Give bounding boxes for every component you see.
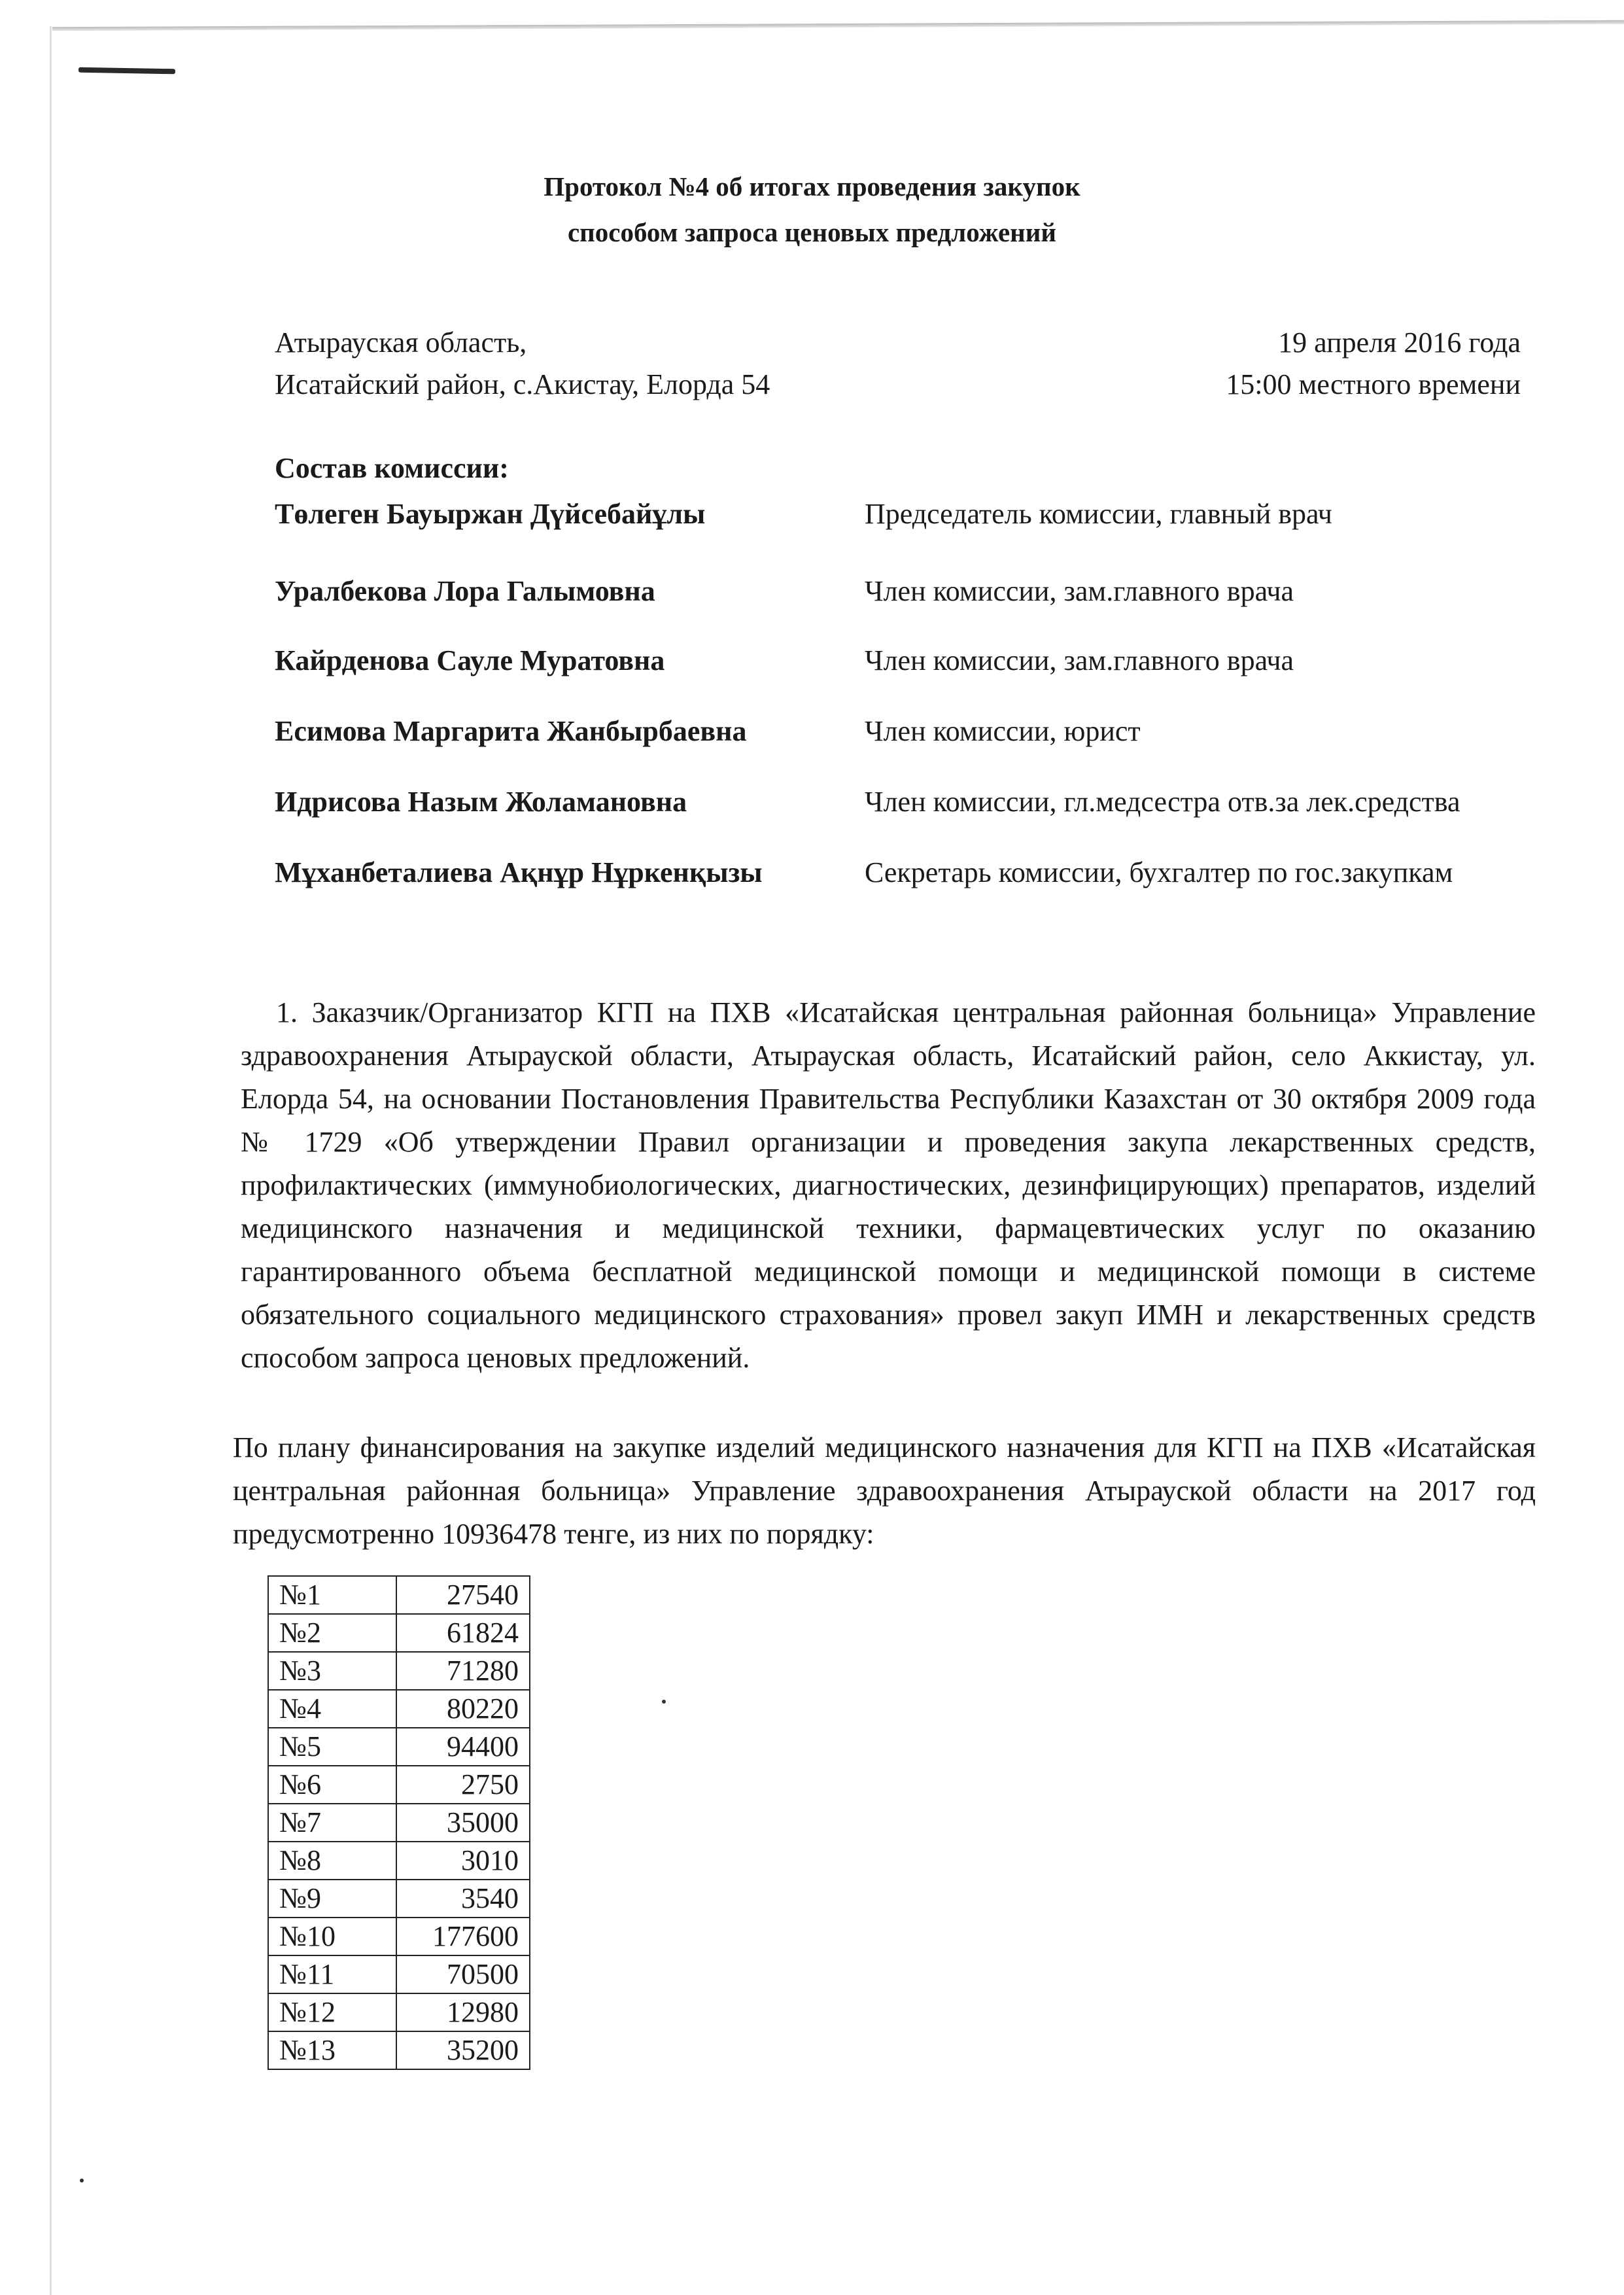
paragraph-2-text: По плану финансирования на закупке изделий медицинского назначения для КГП на ПХВ «Исатайская центральная районная больница» Управление здравоохранения Атырауской области на 2017 год предусмотренно 10936478 тенге, из них по порядку: <box>233 1431 1536 1550</box>
table-row <box>268 1728 530 1766</box>
table-row <box>268 2031 530 2069</box>
member-name: Идрисова Назым Жоламановна <box>275 786 687 818</box>
lot-number: №5 <box>268 1728 396 1766</box>
lot-number: №9 <box>268 1880 396 1918</box>
lot-amount: 2750 <box>396 1766 530 1804</box>
location-line2: Исатайский район, с.Акистау, Елорда 54 <box>275 368 770 400</box>
scan-edge-top <box>52 20 1624 31</box>
lot-amount: 71280 <box>396 1652 530 1690</box>
lot-number: №8 <box>268 1842 396 1880</box>
table-row <box>268 1918 530 1955</box>
member-name: Есимова Маргарита Жанбырбаевна <box>275 715 747 747</box>
lot-amount: 27540 <box>396 1576 530 1614</box>
lot-number: №4 <box>268 1690 396 1728</box>
paragraph-1-text: 1. Заказчик/Организатор КГП на ПХВ «Исатайская центральная районная больница» Управление здравоохранения Атырауской области, Атырауская область, Исатайский район, село Аккистау, ул. Елорда 54, на основании Постановления Правительства Республики Казахстан от 30 октября 2009 года № 1729 «Об утверждении Правил организации и проведения закупа лекарственных средств, профилактических (иммунобиологических, диагностических, дезинфицирующих) препаратов, изделий медицинского назначения и медицинской техники, фармацевтических услуг по оказанию гарантированного объема бесплатной медицинской помощи и медицинской помощи в системе обязательного социального медицинского страхования» провел закуп ИМН и лекарственных средств способом запроса ценовых предложений. <box>241 996 1536 1374</box>
lot-number: №12 <box>268 1993 396 2031</box>
lot-number: №7 <box>268 1804 396 1842</box>
lot-amount: 3010 <box>396 1842 530 1880</box>
scan-edge-left <box>50 26 52 2295</box>
table-row <box>268 1804 530 1842</box>
document-title-line2: способом запроса ценовых предложений <box>567 217 1057 247</box>
member-role: Член комиссии, зам.главного врача <box>865 644 1294 676</box>
table-row <box>268 1842 530 1880</box>
lot-number: №13 <box>268 2031 396 2069</box>
lot-amount: 80220 <box>396 1690 530 1728</box>
lot-number: №6 <box>268 1766 396 1804</box>
lot-amount: 35200 <box>396 2031 530 2069</box>
paragraph-1 <box>241 991 1536 1380</box>
member-name: Уралбекова Лора Галымовна <box>275 575 655 607</box>
lot-number: №10 <box>268 1918 396 1955</box>
protocol-time: 15:00 местного времени <box>1226 368 1521 400</box>
lot-amount: 61824 <box>396 1614 530 1652</box>
member-role: Член комиссии, гл.медсестра отв.за лек.средства <box>865 786 1460 818</box>
member-role: Член комиссии, зам.главного врача <box>865 575 1294 607</box>
table-row <box>268 1955 530 1993</box>
member-role: Секретарь комиссии, бухгалтер по гос.закупкам <box>865 856 1453 888</box>
lot-amount: 177600 <box>396 1918 530 1955</box>
document-title-line1: Протокол №4 об итогах проведения закупок <box>544 171 1080 201</box>
lot-number: №2 <box>268 1614 396 1652</box>
lot-number: №11 <box>268 1955 396 1993</box>
lots-table <box>268 1575 530 2070</box>
table-row <box>268 1993 530 2031</box>
table-row <box>268 1614 530 1652</box>
lot-amount: 94400 <box>396 1728 530 1766</box>
lot-amount: 70500 <box>396 1955 530 1993</box>
table-row <box>268 1576 530 1614</box>
pen-mark <box>78 67 175 75</box>
member-name: Мұханбеталиева Ақнұр Нұркенқызы <box>275 856 763 888</box>
table-row <box>268 1880 530 1918</box>
lot-amount: 35000 <box>396 1804 530 1842</box>
lot-amount: 12980 <box>396 1993 530 2031</box>
table-row <box>268 1690 530 1728</box>
protocol-date: 19 апреля 2016 года <box>1278 326 1521 359</box>
lot-number: №1 <box>268 1576 396 1614</box>
ink-dot <box>662 1700 666 1704</box>
lot-amount: 3540 <box>396 1880 530 1918</box>
lot-number: №3 <box>268 1652 396 1690</box>
member-name: Кайрденова Сауле Муратовна <box>275 644 665 676</box>
location-line1: Атырауская область, <box>275 326 527 359</box>
member-role: Председатель комиссии, главный врач <box>865 498 1332 530</box>
paragraph-2 <box>233 1426 1536 1556</box>
commission-title: Состав комиссии: <box>275 452 509 484</box>
member-name: Төлеген Бауыржан Дүйсебайұлы <box>275 498 706 530</box>
table-row <box>268 1766 530 1804</box>
ink-dot <box>80 2179 84 2182</box>
member-role: Член комиссии, юрист <box>865 715 1141 747</box>
table-row <box>268 1652 530 1690</box>
